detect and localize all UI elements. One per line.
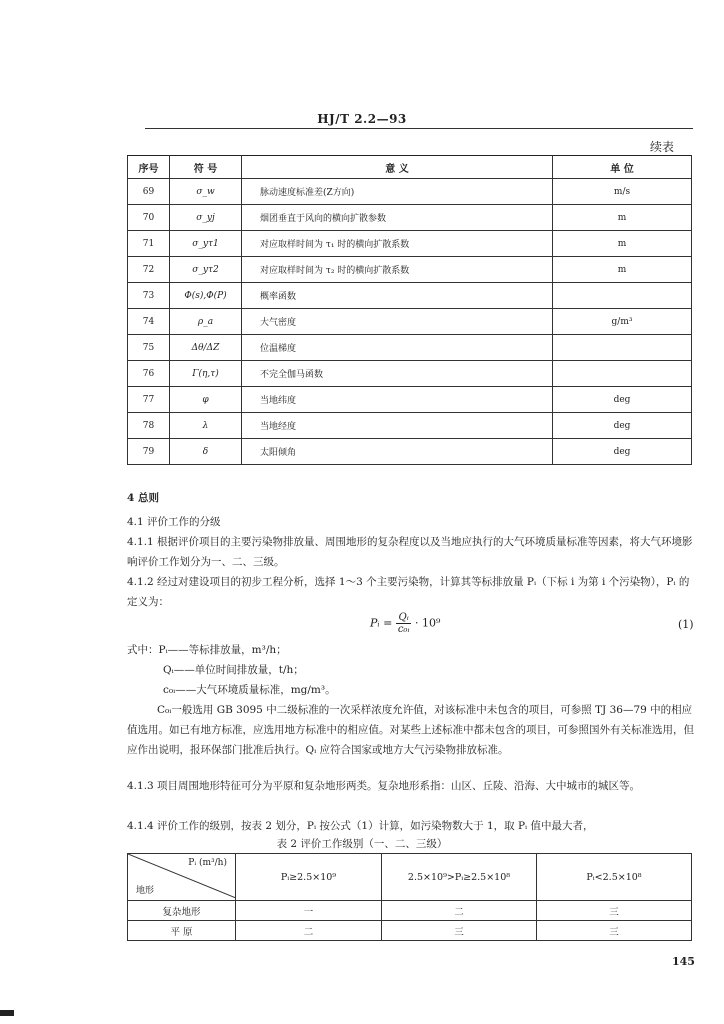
row-number: 69	[128, 179, 170, 205]
row-number: 76	[128, 361, 170, 387]
unit-cell: deg	[553, 413, 692, 439]
symbol-cell: λ	[170, 413, 242, 439]
equation-number: (1)	[678, 618, 694, 631]
table-row	[128, 231, 692, 257]
table-cell: 三	[537, 921, 692, 941]
table-row	[128, 205, 692, 231]
paragraph-c0: C₀ᵢ一般选用 GB 3095 中二级标准的一次采样浓度允许值，对该标准中未包含的项目，可参照 TJ 36—79 中的相应值选用。如已有地方标准，应选用地方标准中的相应值。对某些上述标准中都未包含的项目，可参照国外有关标准选用，但应作出说明，报环保部门批准后执行。Qᵢ 应符合国家或地方大气污染物排放标准。	[127, 704, 694, 756]
symbol-cell: ρ_a	[170, 309, 242, 335]
row-number: 79	[128, 439, 170, 465]
table-row	[128, 387, 692, 413]
meaning-cell: 太阳倾角	[242, 439, 553, 465]
table-cell: 三	[537, 901, 692, 921]
paragraph-4-1-1: 4.1.1 根据评价项目的主要污染物排放量、周围地形的复杂程度以及当地应执行的大气环境质量标准等因素，将大气环境影响评价工作划分为一、二、三级。	[127, 536, 693, 568]
col-header: 序号	[128, 156, 170, 179]
unit-cell: m	[553, 231, 692, 257]
paragraph-4-1-4: 4.1.4 评价工作的级别，按表 2 划分，Pᵢ 按公式（1）计算，如污染物数大于 1，取 Pᵢ 值中最大者，	[127, 820, 594, 832]
table-row	[128, 921, 692, 941]
equation-fraction: $\frac{\text{Qᵢ}}{\text{c₀ᵢ}}$	[397, 612, 410, 635]
row-number: 72	[128, 257, 170, 283]
table-row	[128, 335, 692, 361]
meaning-cell: 对应取样时间为 τ₂ 时的横向扩散系数	[242, 257, 553, 283]
table-row	[128, 179, 692, 205]
unit-cell: deg	[553, 439, 692, 465]
table2-header-row	[128, 854, 692, 901]
unit-cell: m	[553, 205, 692, 231]
row-number: 70	[128, 205, 170, 231]
symbol-cell: Δθ/ΔZ	[170, 335, 242, 361]
meaning-cell: 概率函数	[242, 283, 553, 309]
symbol-cell: Φ(s),Φ(P)	[170, 283, 242, 309]
meaning-cell: 当地纬度	[242, 387, 553, 413]
col-header: 单 位	[553, 156, 692, 179]
unit-cell: deg	[553, 387, 692, 413]
symbol-cell: σ_w	[170, 179, 242, 205]
meaning-cell: 大气密度	[242, 309, 553, 335]
section-heading: 4 总则	[127, 492, 159, 504]
table-row	[128, 257, 692, 283]
table-row	[128, 283, 692, 309]
table-row	[128, 413, 692, 439]
paragraph-4-1-3: 4.1.3 项目周围地形特征可分为平原和复杂地形两类。复杂地形系指：山区、丘陵、沿海、大中城市的城区等。	[127, 780, 641, 792]
symbol-table-header	[128, 156, 692, 179]
scan-mark	[0, 1010, 14, 1016]
row-label: 平 原	[128, 921, 236, 941]
meaning-cell: 不完全伽马函数	[242, 361, 553, 387]
equation-1: Pᵢ = $\frac{\text{Qᵢ}}{\text{c₀ᵢ}}$ · 10⁹	[370, 612, 441, 635]
where-line: c₀ᵢ——大气环境质量标准，mg/m³。	[163, 684, 336, 696]
evaluation-level-table	[127, 853, 692, 941]
diagonal-header-cell	[128, 854, 236, 901]
col-header: Pᵢ<2.5×10⁸	[537, 854, 692, 901]
unit-cell	[553, 283, 692, 309]
col-header: 2.5×10⁹>Pᵢ≥2.5×10⁸	[382, 854, 537, 901]
header-rule	[145, 128, 693, 129]
meaning-cell: 对应取样时间为 τ₁ 时的横向扩散系数	[242, 231, 553, 257]
meaning-cell: 脉动速度标准差(Z方向)	[242, 179, 553, 205]
symbol-table	[127, 155, 692, 465]
row-number: 74	[128, 309, 170, 335]
row-number: 71	[128, 231, 170, 257]
table-cell: 二	[382, 901, 537, 921]
table-cell: 二	[236, 921, 382, 941]
meaning-cell: 当地经度	[242, 413, 553, 439]
table-row	[128, 439, 692, 465]
row-number: 78	[128, 413, 170, 439]
row-number: 73	[128, 283, 170, 309]
table2-caption: 表 2 评价工作级别（一、二、三级）	[276, 838, 448, 850]
symbol-cell: Γ(η,τ)	[170, 361, 242, 387]
table-row	[128, 901, 692, 921]
unit-cell: g/m³	[553, 309, 692, 335]
page-number: 145	[672, 955, 695, 968]
col-header: 符 号	[170, 156, 242, 179]
col-header: Pᵢ≥2.5×10⁹	[236, 854, 382, 901]
row-label: 复杂地形	[128, 901, 236, 921]
table-cell: 三	[382, 921, 537, 941]
unit-cell	[553, 361, 692, 387]
corner-top-label: Pᵢ (m³/h)	[188, 858, 227, 868]
continued-label: 续表	[650, 140, 675, 154]
meaning-cell: 烟团垂直于风向的横向扩散参数	[242, 205, 553, 231]
where-line: 式中：Pᵢ——等标排放量，m³/h；	[127, 644, 287, 656]
symbol-cell: σ_yj	[170, 205, 242, 231]
meaning-cell: 位温梯度	[242, 335, 553, 361]
unit-cell: m/s	[553, 179, 692, 205]
symbol-cell: φ	[170, 387, 242, 413]
row-number: 77	[128, 387, 170, 413]
symbol-cell: σ_yτ1	[170, 231, 242, 257]
row-number: 75	[128, 335, 170, 361]
unit-cell	[553, 335, 692, 361]
where-line: Qᵢ——单位时间排放量，t/h；	[163, 664, 304, 676]
subsection-4-1: 4.1 评价工作的分级	[127, 516, 221, 528]
unit-cell: m	[553, 257, 692, 283]
paragraph-4-1-2: 4.1.2 经过对建设项目的初步工程分析，选择 1～3 个主要污染物，计算其等标排放量 Pᵢ（下标 i 为第 i 个污染物），Pᵢ 的定义为：	[127, 576, 690, 608]
symbol-cell: σ_yτ2	[170, 257, 242, 283]
table-cell: 一	[236, 901, 382, 921]
col-header: 意 义	[242, 156, 553, 179]
table-row	[128, 309, 692, 335]
table-row	[128, 361, 692, 387]
standard-number: HJ/T 2.2—93	[317, 112, 407, 126]
corner-bottom-label: 地形	[136, 886, 155, 896]
symbol-cell: δ	[170, 439, 242, 465]
